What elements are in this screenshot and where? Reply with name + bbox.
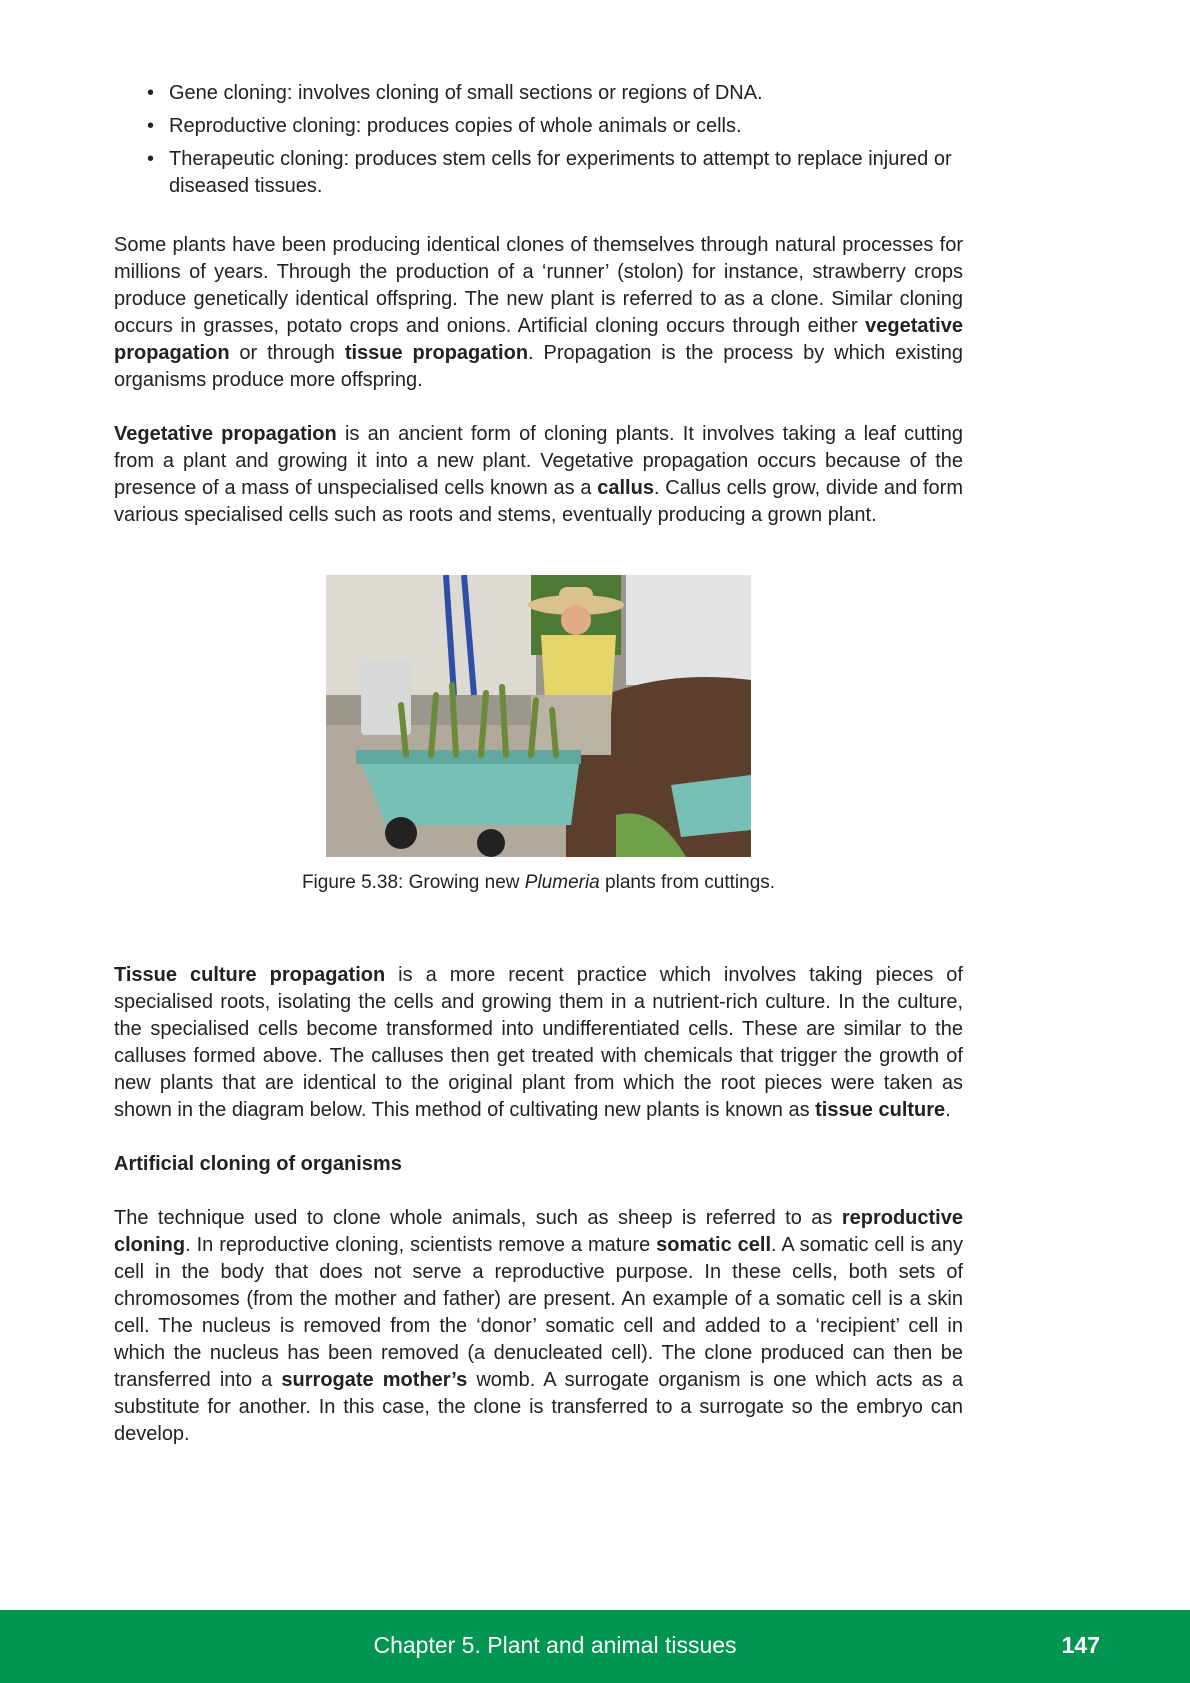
list-item: • Gene cloning: involves cloning of small sections or regions of DNA. xyxy=(169,80,963,107)
term-somatic-cell: somatic cell xyxy=(656,1234,772,1256)
text-run: . In reproductive cloning, scientists remove a mature xyxy=(185,1234,657,1256)
text-run: . A somatic cell is any cell in the body that does not serve a reproductive purpose. In these cells, both sets of chromosomes (from the mother and father) are present. An example of a somatic cell is a skin cell. The nucleus is removed from the ‘donor’ somatic cell and added to a ‘recipient’ cell in which the nucleus has been removed (a denucleated cell). The clone produced can then be transferred into a xyxy=(114,1234,963,1391)
term-vegetative-propagation: Vegetative propagation xyxy=(114,423,337,445)
caption-text: plants from cuttings. xyxy=(599,872,776,893)
caption-text: Figure 5.38: Growing new xyxy=(301,872,525,893)
figure-caption xyxy=(114,869,963,896)
text-run: The technique used to clone whole animals, such as sheep is referred to as xyxy=(114,1207,842,1229)
chapter-title: Chapter 5. Plant and animal tissues xyxy=(373,1632,737,1658)
term-tissue-culture-propagation: Tissue culture propagation xyxy=(114,964,386,986)
page-footer xyxy=(0,1610,1190,1683)
paragraph-vegetative-propagation xyxy=(114,421,963,529)
page-content xyxy=(114,80,963,1448)
paragraph-natural-cloning xyxy=(114,232,963,394)
term-callus: callus xyxy=(597,477,654,499)
photo-illustration xyxy=(326,575,751,857)
term-reproductive-cloning: reproductive cloning xyxy=(114,1207,963,1256)
term-vegetative-propagation: vegetative propagation xyxy=(114,315,963,364)
text-run: . Callus cells grow, divide and form various specialised cells such as roots and stems, eventually producing a grown plant. xyxy=(114,477,963,526)
text-run: is a more recent practice which involves taking pieces of specialised roots, isolating the cells and growing them in a nutrient-rich culture. In the culture, the specialised cells become transformed into undifferentiated cells. These are similar to the calluses formed above. The calluses then get treated with chemicals that trigger the growth of new plants that are identical to the original plant from which the root pieces were taken as shown in the diagram below. This method of cultivating new plants is known as xyxy=(114,964,963,1121)
text-run: . xyxy=(945,1099,951,1121)
term-surrogate-mother: surrogate mother’s xyxy=(281,1369,468,1391)
page-number: 147 xyxy=(1061,1632,1100,1658)
term-tissue-culture: tissue culture xyxy=(815,1099,946,1121)
section-heading: Artificial cloning of organisms xyxy=(114,1153,402,1175)
text-run: womb. A surrogate organism is one which acts as a substitute for another. In this case, the clone is transferred to a surrogate so the embryo can develop. xyxy=(114,1369,964,1445)
text-run: Some plants have been producing identical clones of themselves through natural processes for millions of years. Through the production of a ‘runner’ (stolon) for instance, strawberry crops produce genetically identical offspring. The new plant is referred to as a clone. Similar cloning occurs in grasses, potato crops and onions. Artificial cloning occurs through either xyxy=(114,234,963,337)
plumeria-photo xyxy=(326,575,751,857)
paragraph-reproductive-cloning xyxy=(114,1205,963,1448)
caption-species: Plumeria xyxy=(524,872,600,893)
paragraph-tissue-culture xyxy=(114,962,963,1124)
text-run: . Propagation is the process by which existing organisms produce more offspring. xyxy=(114,342,963,391)
text-run: is an ancient form of cloning plants. It involves taking a leaf cutting from a plant and growing it into a new plant. Vegetative propagation occurs because of the presence of a mass of unspecialised cells known as a xyxy=(114,423,963,499)
term-tissue-propagation: tissue propagation xyxy=(344,342,529,364)
cloning-types-list xyxy=(114,80,963,200)
figure-plumeria xyxy=(114,575,963,896)
text-run: or through xyxy=(229,342,345,364)
list-item: • Reproductive cloning: produces copies of whole animals or cells. xyxy=(169,113,963,140)
list-item: • Therapeutic cloning: produces stem cells for experiments to attempt to replace injured or diseased tissues. xyxy=(169,146,963,200)
